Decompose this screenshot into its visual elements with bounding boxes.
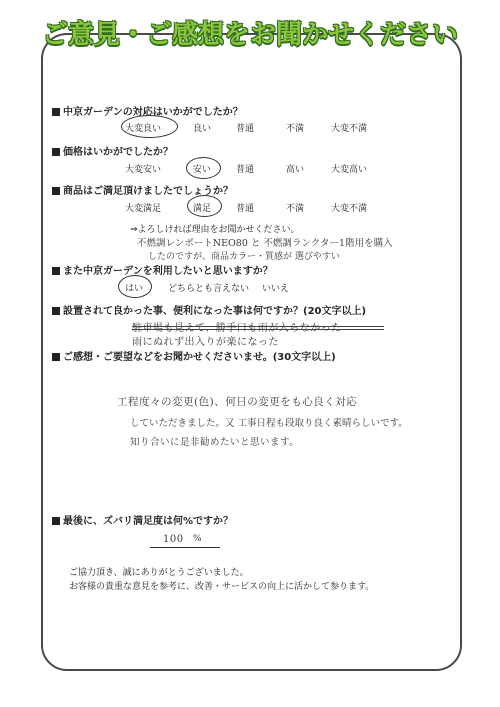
question-benefits: 設置されて良かった事、便利になった事は何ですか？(20文字以上) — [52, 302, 366, 317]
question-comments: ご感想・ご要望などをお聞かせくださいませ。(30文字以上) — [52, 348, 336, 363]
option-product-5[interactable]: 大変不満 — [331, 204, 368, 214]
survey-title: ご意見・ご感想をお聞かせください — [41, 20, 458, 50]
option-price-5[interactable]: 大変高い — [331, 165, 368, 175]
option-product-2[interactable]: 満足 — [193, 204, 212, 214]
square-bullet-icon — [52, 108, 60, 116]
option-price-2[interactable]: 安い — [193, 165, 212, 175]
selection-circle — [187, 195, 222, 217]
satisfaction-underline — [150, 547, 220, 548]
handwritten-comment-line1: 工程度々の変更(色)、何日の変更をも心良く対応 — [117, 396, 358, 408]
square-bullet-icon — [52, 267, 60, 275]
footer-thanks: ご協力頂き、誠にありがとうございました。 — [69, 568, 249, 578]
option-price-3[interactable]: 普通 — [236, 165, 255, 175]
option-service-5[interactable]: 大変不満 — [331, 124, 368, 134]
handwritten-comment-line2: していただきました。又 工事日程も段取り良く素晴らしいです。 — [130, 418, 408, 429]
square-bullet-icon — [52, 517, 60, 525]
question-product: 商品はご満足頂けましたでしょうか？ — [52, 182, 233, 197]
selection-circle — [186, 157, 221, 179]
strikethrough-line — [132, 329, 384, 330]
footer-note: お客様の貴重な意見を参考に、改善・サービスの向上に活かして参ります。 — [69, 582, 375, 592]
option-price-4[interactable]: 高い — [286, 165, 305, 175]
option-reuse-1[interactable]: はい — [125, 284, 144, 294]
square-bullet-icon — [52, 353, 60, 361]
option-product-4[interactable]: 不満 — [286, 204, 305, 214]
selection-circle — [121, 115, 178, 138]
option-price-1[interactable]: 大変安い — [125, 165, 162, 175]
square-bullet-icon — [52, 187, 60, 195]
option-service-2[interactable]: 良い — [193, 124, 212, 134]
option-service-1[interactable]: 大変良い — [125, 124, 162, 134]
question-price: 価格はいかがでしたか？ — [52, 143, 173, 158]
option-reuse-3[interactable]: いいえ — [262, 284, 290, 294]
satisfaction-value: 100 — [163, 534, 184, 545]
option-service-3[interactable]: 普通 — [236, 124, 255, 134]
handwritten-reason-line1: 不燃調レンボートNEO80 と 不燃調ランクター1階用を購入 — [137, 238, 393, 249]
question-reuse: また中京ガーデンを利用したいと思いますか？ — [52, 262, 273, 277]
strikethrough-line — [132, 326, 384, 327]
reason-prompt: ⇒よろしければ理由をお聞かせください。 — [130, 225, 300, 235]
satisfaction-unit: % — [193, 534, 203, 544]
handwritten-reason-line2: したのですが、商品カラー・質感が 選びやすい — [148, 252, 340, 262]
option-product-1[interactable]: 大変満足 — [125, 204, 162, 214]
option-product-3[interactable]: 普通 — [236, 204, 255, 214]
selection-circle — [118, 275, 152, 298]
question-service: 中京ガーデンの対応はいかがでしたか？ — [52, 103, 243, 118]
square-bullet-icon — [52, 148, 60, 156]
handwritten-comment-line3: 知り合いに是非勧めたいと思います。 — [130, 437, 300, 448]
question-satisfaction: 最後に、ズバリ満足度は何%ですか？ — [52, 512, 233, 527]
option-reuse-2[interactable]: どちらとも言えない — [168, 284, 250, 294]
square-bullet-icon — [52, 307, 60, 315]
option-service-4[interactable]: 不満 — [286, 124, 305, 134]
handwritten-benefit: 雨にぬれず出入りが楽になった — [132, 337, 279, 348]
